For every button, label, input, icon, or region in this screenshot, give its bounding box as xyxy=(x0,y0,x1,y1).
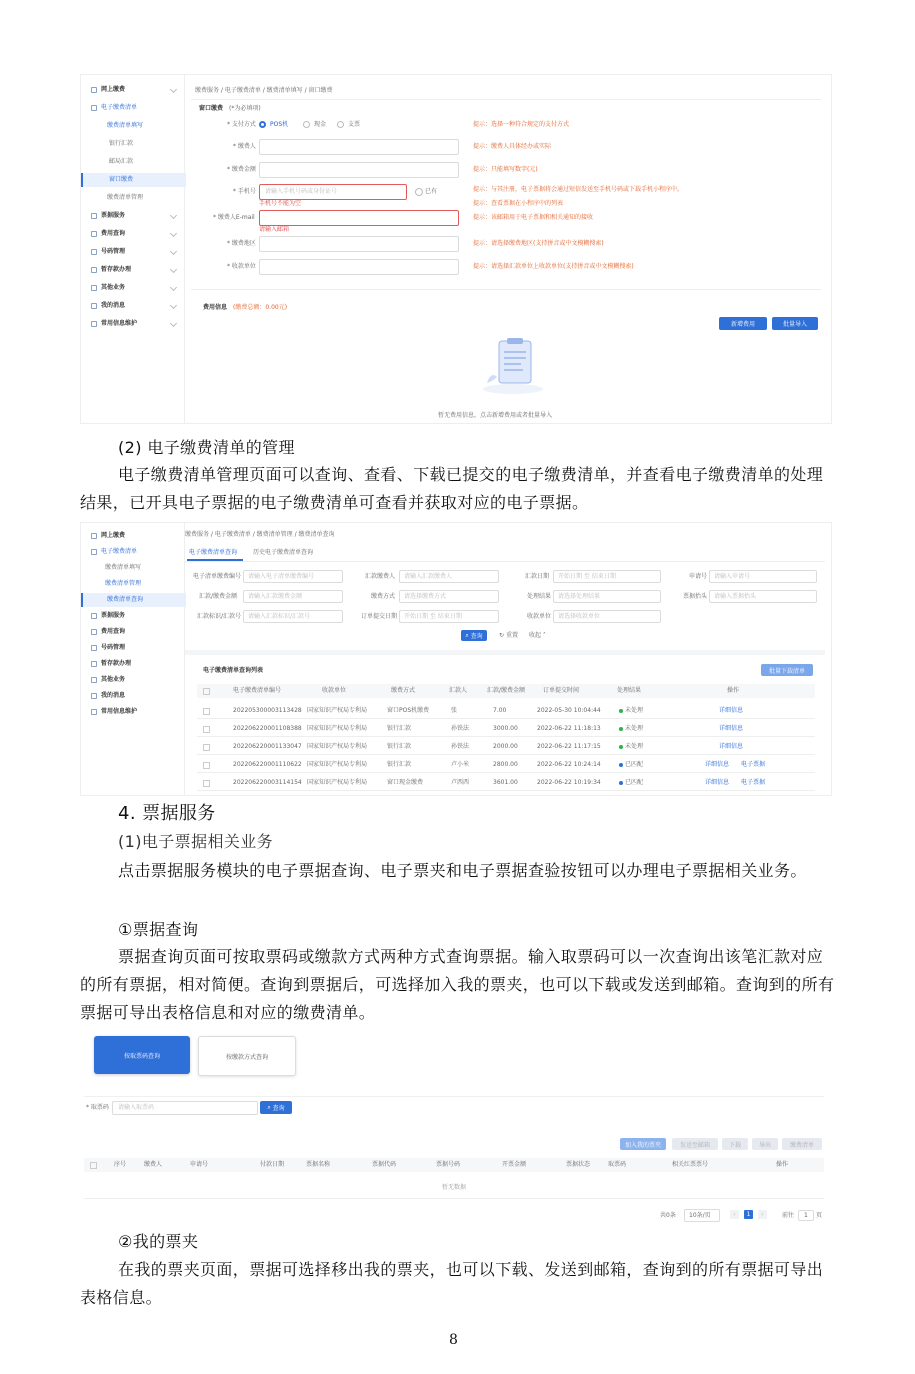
cell-status xyxy=(619,726,643,732)
cell-id: 202206220001110622 xyxy=(233,761,302,768)
detail-link[interactable]: 详细信息 xyxy=(705,761,730,768)
col-app-no: 申请号 xyxy=(190,1161,209,1168)
sidebar-item-list-fill[interactable]: 缴费清单填写 xyxy=(107,122,144,129)
status-text: 已匹配 xyxy=(625,761,644,768)
cell-time: 2022-06-22 11:17:15 xyxy=(537,743,601,750)
cell-status xyxy=(619,762,643,768)
filter-submit-date[interactable]: 开始日期 至 结束日期 xyxy=(399,610,499,623)
sidebar-item-common[interactable]: 常用信息维护 xyxy=(81,705,184,719)
col-bill-code: 票据代码 xyxy=(372,1161,397,1168)
sidebar-item-other[interactable]: 其他业务 xyxy=(81,673,184,687)
cell-method: 窗口现金缴费 xyxy=(387,779,424,786)
cell-unit: 国家知识产权局专利局 xyxy=(307,725,368,732)
cell-time: 2022-06-22 10:24:14 xyxy=(537,761,601,768)
filter-label-method: 缴费方式 xyxy=(371,593,396,600)
cell-payer: 卢西西 xyxy=(451,779,470,786)
filter-label-title: 票据抬头 xyxy=(683,593,708,600)
cell-unit: 国家知识产权局专利局 xyxy=(307,761,368,768)
col-bill-number: 票据号码 xyxy=(436,1161,461,1168)
wallet-icon xyxy=(91,661,97,667)
heading-bill-service: 4. 票据服务 xyxy=(118,803,216,824)
filter-label-remit-no: 汇款标识/汇款号 xyxy=(197,613,242,620)
sidebar-item-bill[interactable]: 票据服务 xyxy=(81,209,184,223)
filter-label-date: 汇款日期 xyxy=(525,573,550,580)
reset-button[interactable]: ↻ 重置 xyxy=(499,632,518,639)
empty-data: 暂无数据 xyxy=(442,1184,467,1191)
email-error: 请输入邮箱 xyxy=(259,226,290,233)
radio-check-label: 支票 xyxy=(348,121,361,128)
radio-pos[interactable] xyxy=(259,121,266,128)
cell-method: 窗口POS机缴费 xyxy=(387,707,430,714)
filter-date-range[interactable]: 开始日期 至 结束日期 xyxy=(553,570,661,583)
page-number: 8 xyxy=(449,1332,458,1348)
bell-icon xyxy=(91,303,97,309)
col-unit: 收款单位 xyxy=(322,687,347,694)
cell-time: 2022-06-22 11:18:13 xyxy=(537,725,601,732)
cell-method: 银行汇款 xyxy=(387,725,412,732)
fee-total: (缴费总额：0.00元) xyxy=(233,304,288,311)
search-button[interactable]: ⌕ 查询 xyxy=(461,630,487,641)
col-bill-amount: 开票金额 xyxy=(502,1161,527,1168)
row-checkbox[interactable] xyxy=(203,744,210,751)
pager-prev-icon[interactable]: ‹ xyxy=(730,1210,739,1219)
row-checkbox[interactable] xyxy=(203,726,210,733)
cell-method: 银行汇款 xyxy=(387,743,412,750)
status-dot-icon xyxy=(619,781,623,785)
cell-status xyxy=(619,708,643,714)
code-search-button[interactable]: ⌕ 查询 xyxy=(260,1101,292,1114)
filter-label-submit-date: 订单提交日期 xyxy=(361,613,398,620)
tab-method-query[interactable]: 按缴款方式查询 xyxy=(198,1036,296,1076)
row-checkbox[interactable] xyxy=(203,780,210,787)
sidebar-item-number[interactable]: 号码管理 xyxy=(81,641,184,655)
sidebar-item-bill[interactable]: 票据服务 xyxy=(81,609,184,623)
filter-list-id[interactable]: 请输入电子清单缴费编号 xyxy=(243,570,343,583)
cell-unit: 国家知识产权局专利局 xyxy=(307,779,368,786)
chevron-up-icon: ˄ xyxy=(541,632,546,639)
pager-total: 共0条 xyxy=(660,1212,676,1219)
status-dot-icon xyxy=(619,727,623,731)
ticket-icon xyxy=(91,613,97,619)
status-dot-icon xyxy=(619,763,623,767)
cell-id: 202205300003113428 xyxy=(233,707,302,714)
cell-amount: 2800.00 xyxy=(493,761,518,768)
sidebar-item-message[interactable]: 我的消息 xyxy=(81,689,184,703)
header-checkbox[interactable] xyxy=(203,688,210,695)
clipboard-illustration-icon xyxy=(477,337,549,395)
filter-result[interactable]: 请选择处理结果 xyxy=(553,590,661,603)
settings-icon xyxy=(91,709,97,715)
col-pickup-code: 取票码 xyxy=(608,1161,627,1168)
paragraph-list-management: 电子缴费清单管理页面可以查询、查看、下载已提交的电子缴费清单，并查看电子缴费清单的处理结果，已开具电子票据的电子缴费清单可查看并获取对应的电子票据。 xyxy=(80,465,824,512)
hint-region: 提示：请选择缴费地区(支持拼音或中文模糊搜索) xyxy=(473,240,604,247)
col-time: 订单提交时间 xyxy=(543,687,580,694)
sidebar xyxy=(81,75,185,423)
sidebar-item-deposit[interactable]: 暂存款办理 xyxy=(81,263,184,277)
sidebar-item-list-manage[interactable]: 缴费清单管理 xyxy=(105,580,142,587)
number-icon xyxy=(91,249,97,255)
radio-pos-label: POS机 xyxy=(270,121,289,128)
cell-payer: 孙铁法 xyxy=(451,725,470,732)
pager-goto-input[interactable]: 1 xyxy=(798,1210,814,1221)
grid-icon xyxy=(91,677,97,683)
cell-status xyxy=(619,744,643,750)
field-label-region: * 缴费地区 xyxy=(227,240,256,247)
cell-amount: 3601.00 xyxy=(493,779,518,786)
sidebar-item-fee[interactable]: 费用查询 xyxy=(81,625,184,639)
cell-status xyxy=(619,780,643,786)
filter-label-amount: 汇款/缴费金额 xyxy=(199,593,238,600)
payment-list-button[interactable]: 缴费清单 xyxy=(782,1138,822,1150)
filter-app-no[interactable]: 请输入申请号 xyxy=(709,570,817,583)
cell-time: 2022-05-30 10:04:44 xyxy=(537,707,601,714)
pager-size-select[interactable]: 10条/页 xyxy=(684,1209,720,1222)
field-label-payment: * 支付方式 xyxy=(227,121,256,128)
col-index: 序号 xyxy=(114,1161,127,1168)
status-text: 未处理 xyxy=(625,707,644,714)
sidebar-item-number[interactable]: 号码管理 xyxy=(81,245,184,259)
detail-link[interactable]: 详细信息 xyxy=(719,743,744,750)
sidebar-item-online-pay[interactable]: 网上缴费 xyxy=(81,529,184,543)
cell-amount: 7.00 xyxy=(493,707,507,714)
filter-unit[interactable]: 请选择收款单位 xyxy=(553,610,661,623)
fee-title: 费用信息 xyxy=(203,304,228,311)
radio-check[interactable] xyxy=(337,121,344,128)
row-divider xyxy=(197,718,815,719)
filter-label-result: 处理结果 xyxy=(527,593,552,600)
pager-goto-label: 前往 xyxy=(782,1212,795,1219)
filter-amount[interactable]: 请输入汇款缴费金额 xyxy=(243,590,343,603)
cell-amount: 3000.00 xyxy=(493,725,518,732)
cell-payer: 孙铁法 xyxy=(451,743,470,750)
breadcrumb: 缴费服务 / 电子缴费清单 / 缴费清单填写 / 窗口缴费 xyxy=(195,87,333,94)
send-email-button[interactable]: 发送至邮箱 xyxy=(672,1138,718,1150)
screenshot-window-payment xyxy=(80,74,832,424)
filter-method[interactable]: 请选择缴费方式 xyxy=(399,590,499,603)
tab-history-query[interactable]: 历史电子缴费清单查询 xyxy=(253,549,314,556)
phone-error: 手机号不能为空 xyxy=(259,200,302,207)
col-ops: 操作 xyxy=(727,687,740,694)
search-icon xyxy=(91,629,97,635)
hint-amount: 提示：只能填写数字(元) xyxy=(473,166,538,173)
detail-link[interactable]: 详细信息 xyxy=(719,725,744,732)
tab-current-query[interactable]: 电子缴费清单查询 xyxy=(189,549,238,556)
bell-icon xyxy=(91,693,97,699)
sidebar-item-e-list[interactable]: 电子缴费清单 xyxy=(81,545,184,559)
heading-bill-query: ①票据查询 xyxy=(118,920,199,939)
filter-label-unit: 收款单位 xyxy=(527,613,552,620)
search-icon: ⌕ xyxy=(465,631,469,639)
phone-checkbox-label: 已有 xyxy=(425,188,438,195)
sidebar-item-common[interactable]: 常用信息维护 xyxy=(81,317,184,331)
status-text: 未处理 xyxy=(625,743,644,750)
grid-icon xyxy=(91,285,97,291)
field-label-unit: * 收款单位 xyxy=(227,263,256,270)
cell-payer: 张 xyxy=(451,707,458,714)
cell-unit: 国家知识产权局专利局 xyxy=(307,743,368,750)
col-list-id: 电子缴费清单编号 xyxy=(233,687,282,694)
home-icon xyxy=(91,87,97,93)
phone-placeholder: 请输入手机号码或身份证号 xyxy=(265,188,338,195)
wallet-icon xyxy=(91,267,97,273)
sidebar-item-online-pay[interactable]: 网上缴费 xyxy=(81,83,184,97)
payer-input[interactable] xyxy=(259,139,459,155)
number-icon xyxy=(91,645,97,651)
cell-amount: 2000.00 xyxy=(493,743,518,750)
sidebar-item-list-query[interactable]: 缴费清单查询 xyxy=(81,593,186,607)
email-input[interactable] xyxy=(259,210,459,226)
e-bill-link[interactable]: 电子票据 xyxy=(741,761,766,768)
pager-next-icon[interactable]: › xyxy=(758,1210,767,1219)
detail-link[interactable]: 详细信息 xyxy=(719,707,744,714)
add-folder-button[interactable]: 加入我的票夹 xyxy=(620,1138,666,1150)
filter-label-app-no: 申请号 xyxy=(689,573,708,580)
ticket-icon xyxy=(91,213,97,219)
hint-unit: 提示：请选择汇款单位上收款单位(支持拼音或中文模糊搜索) xyxy=(473,263,634,270)
list-icon xyxy=(91,549,97,555)
empty-message: 暂无费用信息，点击新增费用或者批量导入 xyxy=(438,412,553,419)
region-select[interactable] xyxy=(259,236,459,252)
sidebar-item-bank[interactable]: 银行汇款 xyxy=(109,140,134,147)
empty-import-link[interactable]: 批量导入 xyxy=(528,412,553,419)
search-icon xyxy=(91,231,97,237)
phone-checkbox[interactable] xyxy=(415,188,423,196)
download-button[interactable]: 下载 xyxy=(722,1138,748,1150)
screenshot-list-query xyxy=(80,522,832,796)
refresh-icon: ↻ xyxy=(499,632,506,639)
row-divider xyxy=(197,736,815,737)
cell-id: 202206220001108388 xyxy=(233,725,302,732)
col-method: 缴费方式 xyxy=(391,687,416,694)
paragraph-bill-query: 票据查询页面可按取票码或缴款方式两种方式查询票据。输入取票码可以一次查询出该笔汇款对应的所有票据，相对简便。查询到票据后，可选择加入我的票夹，也可以下载或发送到邮箱。查询到的所有票据可导出表格信息和对应的缴费清单。 xyxy=(80,947,835,1022)
breadcrumb: 缴费服务 / 电子缴费清单 / 缴费清单管理 / 缴费清单查询 xyxy=(185,531,335,538)
cell-id: 202206220001133047 xyxy=(233,743,302,750)
field-label-amount: * 缴费金额 xyxy=(227,166,256,173)
hint-email: 提示：该邮箱用于电子票据和相关通知的接收 xyxy=(473,214,594,221)
sidebar-item-fee[interactable]: 费用查询 xyxy=(81,227,184,241)
home-icon xyxy=(91,533,97,539)
hint-phone-sub: 提示：查看票据在小程序中的列表 xyxy=(473,200,564,207)
col-red-bill: 相关红票票号 xyxy=(672,1161,709,1168)
amount-input[interactable] xyxy=(259,162,459,178)
list-title: 电子缴费清单查询列表 xyxy=(203,667,264,674)
sidebar-item-list-fill[interactable]: 缴费清单填写 xyxy=(105,564,142,571)
col-ops: 操作 xyxy=(776,1161,789,1168)
field-label-phone: * 手机号 xyxy=(233,188,256,195)
filter-label-payer: 汇款缴费人 xyxy=(365,573,396,580)
col-result: 处理结果 xyxy=(617,687,642,694)
sidebar-item-message[interactable]: 我的消息 xyxy=(81,299,184,313)
radio-cash[interactable] xyxy=(303,121,310,128)
tab-code-query[interactable]: 按取票码查询 xyxy=(94,1036,190,1074)
col-bill-name: 票据名称 xyxy=(306,1161,331,1168)
heading-my-folder: ②我的票夹 xyxy=(118,1232,199,1251)
export-button[interactable]: 导出 xyxy=(752,1138,778,1150)
status-text: 未处理 xyxy=(625,725,644,732)
paragraph-my-folder: 在我的票夹页面，票据可选择移出我的票夹，也可以下载、发送到邮箱，查询到的所有票据可导出表格信息。 xyxy=(80,1260,824,1307)
col-payer: 缴费人 xyxy=(144,1161,163,1168)
search-icon: ⌕ xyxy=(267,1103,271,1111)
list-icon xyxy=(91,105,97,111)
section-title: 窗口缴费 xyxy=(199,105,224,112)
row-divider xyxy=(197,754,815,755)
filter-remit-no[interactable]: 请输入汇款标识/汇款号 xyxy=(243,610,343,623)
filter-label-list-id: 电子清单缴费编号 xyxy=(193,573,242,580)
detail-link[interactable]: 详细信息 xyxy=(705,779,730,786)
e-bill-link[interactable]: 电子票据 xyxy=(741,779,766,786)
sidebar-item-other[interactable]: 其他业务 xyxy=(81,281,184,295)
hint-phone: 提示：与其注册，电子票据将会通过短信发送至手机号码或下载手机小程序中。 xyxy=(473,186,684,193)
sidebar-item-window[interactable]: 窗口缴费 xyxy=(81,173,186,187)
sidebar-item-e-list[interactable]: 电子缴费清单 xyxy=(81,101,184,115)
status-text: 已匹配 xyxy=(625,779,644,786)
col-payer: 汇款人 xyxy=(449,687,468,694)
status-dot-icon xyxy=(619,709,623,713)
add-fee-button[interactable]: 新增费用 xyxy=(719,317,767,330)
unit-select[interactable] xyxy=(259,259,459,275)
code-label: * 取票码 xyxy=(86,1104,109,1111)
cell-time: 2022-06-22 10:19:34 xyxy=(537,779,601,786)
col-amount: 汇款/缴费金额 xyxy=(487,687,526,694)
radio-cash-label: 现金 xyxy=(314,121,327,128)
code-input[interactable]: 请输入取票码 xyxy=(112,1101,258,1115)
section-hint: (*为必填项) xyxy=(229,105,261,112)
screenshot-bill-query xyxy=(80,1030,830,1230)
field-label-payer: * 缴费人 xyxy=(233,143,256,150)
pager-current-page[interactable]: 1 xyxy=(744,1210,753,1219)
col-bill-status: 票据状态 xyxy=(566,1161,591,1168)
field-label-email: * 缴费人E-mail xyxy=(213,214,255,221)
col-pay-date: 付款日期 xyxy=(260,1161,285,1168)
sidebar-item-post[interactable]: 邮局汇款 xyxy=(109,158,134,165)
sidebar-item-deposit[interactable]: 暂存款办理 xyxy=(81,657,184,671)
row-checkbox[interactable] xyxy=(203,762,210,769)
batch-import-button[interactable]: 批量导入 xyxy=(772,317,818,330)
collapse-button[interactable]: 收起 ˄ xyxy=(529,632,546,639)
row-checkbox[interactable] xyxy=(203,708,210,715)
cell-method: 银行汇款 xyxy=(387,761,412,768)
paragraph-e-bill-business: 点击票据服务模块的电子票据查询、电子票夹和电子票据查验按钮可以办理电子票据相关业务。 xyxy=(118,861,807,880)
header-checkbox[interactable] xyxy=(90,1162,97,1169)
filter-payer[interactable]: 请输入汇款缴费人 xyxy=(399,570,499,583)
sidebar-item-list-manage[interactable]: 缴费清单管理 xyxy=(107,194,144,201)
empty-add-link[interactable]: 新增费用 xyxy=(492,412,517,419)
pager-page-suffix: 页 xyxy=(816,1212,823,1219)
cell-id: 202206220003114154 xyxy=(233,779,302,786)
filter-title[interactable]: 请输入票据抬头 xyxy=(709,590,817,603)
hint-payment: 提示：选择一种符合规定的支付方式 xyxy=(473,121,570,128)
status-dot-icon xyxy=(619,745,623,749)
settings-icon xyxy=(91,321,97,327)
sidebar xyxy=(81,523,185,795)
heading-e-bill-business: (1)电子票据相关业务 xyxy=(118,832,274,851)
cell-unit: 国家知识产权局专利局 xyxy=(307,707,368,714)
hint-payer: 提示：缴费人具体经办或实际 xyxy=(473,143,552,150)
heading-list-management: (2) 电子缴费清单的管理 xyxy=(118,438,295,457)
row-divider xyxy=(197,772,815,773)
cell-payer: 卢小米 xyxy=(451,761,470,768)
batch-download-button[interactable]: 批量下载清单 xyxy=(761,664,813,676)
row-divider xyxy=(197,790,815,791)
